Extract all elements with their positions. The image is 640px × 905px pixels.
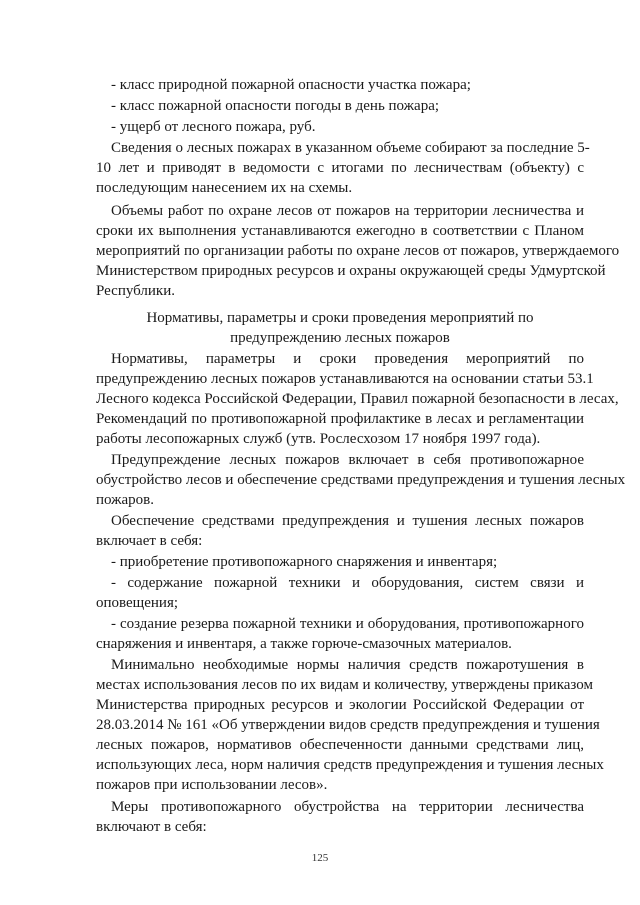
paragraph-line: Министерства природных ресурсов и экологии Российской Федерации от xyxy=(96,697,584,713)
paragraph-line: пожаров при использовании лесов». xyxy=(96,777,328,793)
paragraph-line: Нормативы, параметры и сроки проведения мероприятий по xyxy=(111,351,584,367)
paragraph-line: включают в себя: xyxy=(96,819,207,835)
list-item: оповещения; xyxy=(96,595,179,611)
paragraph-line: Лесного кодекса Российской Федерации, Правил пожарной безопасности в лесах, xyxy=(96,391,619,407)
list-item: - создание резерва пожарной техники и оборудования, противопожарного xyxy=(111,616,584,632)
list-item: снаряжения и инвентаря, а также горюче-смазочных материалов. xyxy=(96,636,512,652)
paragraph-line: местах использования лесов по их видам и количеству, утверждены приказом xyxy=(96,677,593,693)
paragraph-line: пожаров. xyxy=(96,492,155,508)
paragraph-line: Предупреждение лесных пожаров включает в себя противопожарное xyxy=(111,452,584,468)
paragraph-line: Меры противопожарного обустройства на территории лесничества xyxy=(111,799,584,815)
paragraph-line: лесных пожаров, нормативов обеспеченности данными средствами лиц, xyxy=(96,737,584,753)
paragraph-line: обустройство лесов и обеспечение средствами предупреждения и тушения лесных xyxy=(96,472,626,488)
paragraph-line: Министерством природных ресурсов и охраны окружающей среды Удмуртской xyxy=(96,263,606,279)
paragraph-line: мероприятий по организации работы по охране лесов от пожаров, утверждаемого xyxy=(96,243,620,259)
paragraph-line: Республики. xyxy=(96,283,175,299)
paragraph-line: последующим нанесением их на схемы. xyxy=(96,180,353,196)
paragraph-line: Объемы работ по охране лесов от пожаров на территории лесничества и xyxy=(111,203,584,219)
paragraph-line: 28.03.2014 № 161 «Об утверждении видов средств предупреждения и тушения xyxy=(96,717,600,733)
paragraph-line: сроки их выполнения устанавливаются ежегодно в соответствии с Планом xyxy=(96,223,584,239)
paragraph-line: Рекомендаций по противопожарной профилактике в лесах и регламентации xyxy=(96,411,584,427)
list-item: - класс пожарной опасности погоды в день пожара; xyxy=(111,98,440,114)
paragraph-line: Минимально необходимые нормы наличия средств пожаротушения в xyxy=(111,657,584,673)
paragraph-line: использующих леса, норм наличия средств предупреждения и тушения лесных xyxy=(96,757,604,773)
paragraph-line: работы лесопожарных служб (утв. Рослесхозом 17 ноября 1997 года). xyxy=(96,431,541,447)
section-heading: Нормативы, параметры и сроки проведения мероприятий по xyxy=(146,310,534,326)
paragraph-line: Сведения о лесных пожарах в указанном объеме собирают за последние 5- xyxy=(111,140,590,156)
page-number: 125 xyxy=(311,852,329,864)
paragraph-line: включает в себя: xyxy=(96,533,203,549)
list-item: - приобретение противопожарного снаряжения и инвентаря; xyxy=(111,554,498,570)
paragraph-line: 10 лет и приводят в ведомости с итогами по лесничествам (объекту) с xyxy=(96,160,584,176)
paragraph-line: предупреждению лесных пожаров устанавливаются на основании статьи 53.1 xyxy=(96,371,594,387)
paragraph-line: Обеспечение средствами предупреждения и тушения лесных пожаров xyxy=(111,513,584,529)
list-item: - содержание пожарной техники и оборудования, систем связи и xyxy=(111,575,584,591)
section-heading: предупреждению лесных пожаров xyxy=(230,330,450,346)
list-item: - класс природной пожарной опасности участка пожара; xyxy=(111,77,471,93)
list-item: - ущерб от лесного пожара, руб. xyxy=(111,119,316,135)
